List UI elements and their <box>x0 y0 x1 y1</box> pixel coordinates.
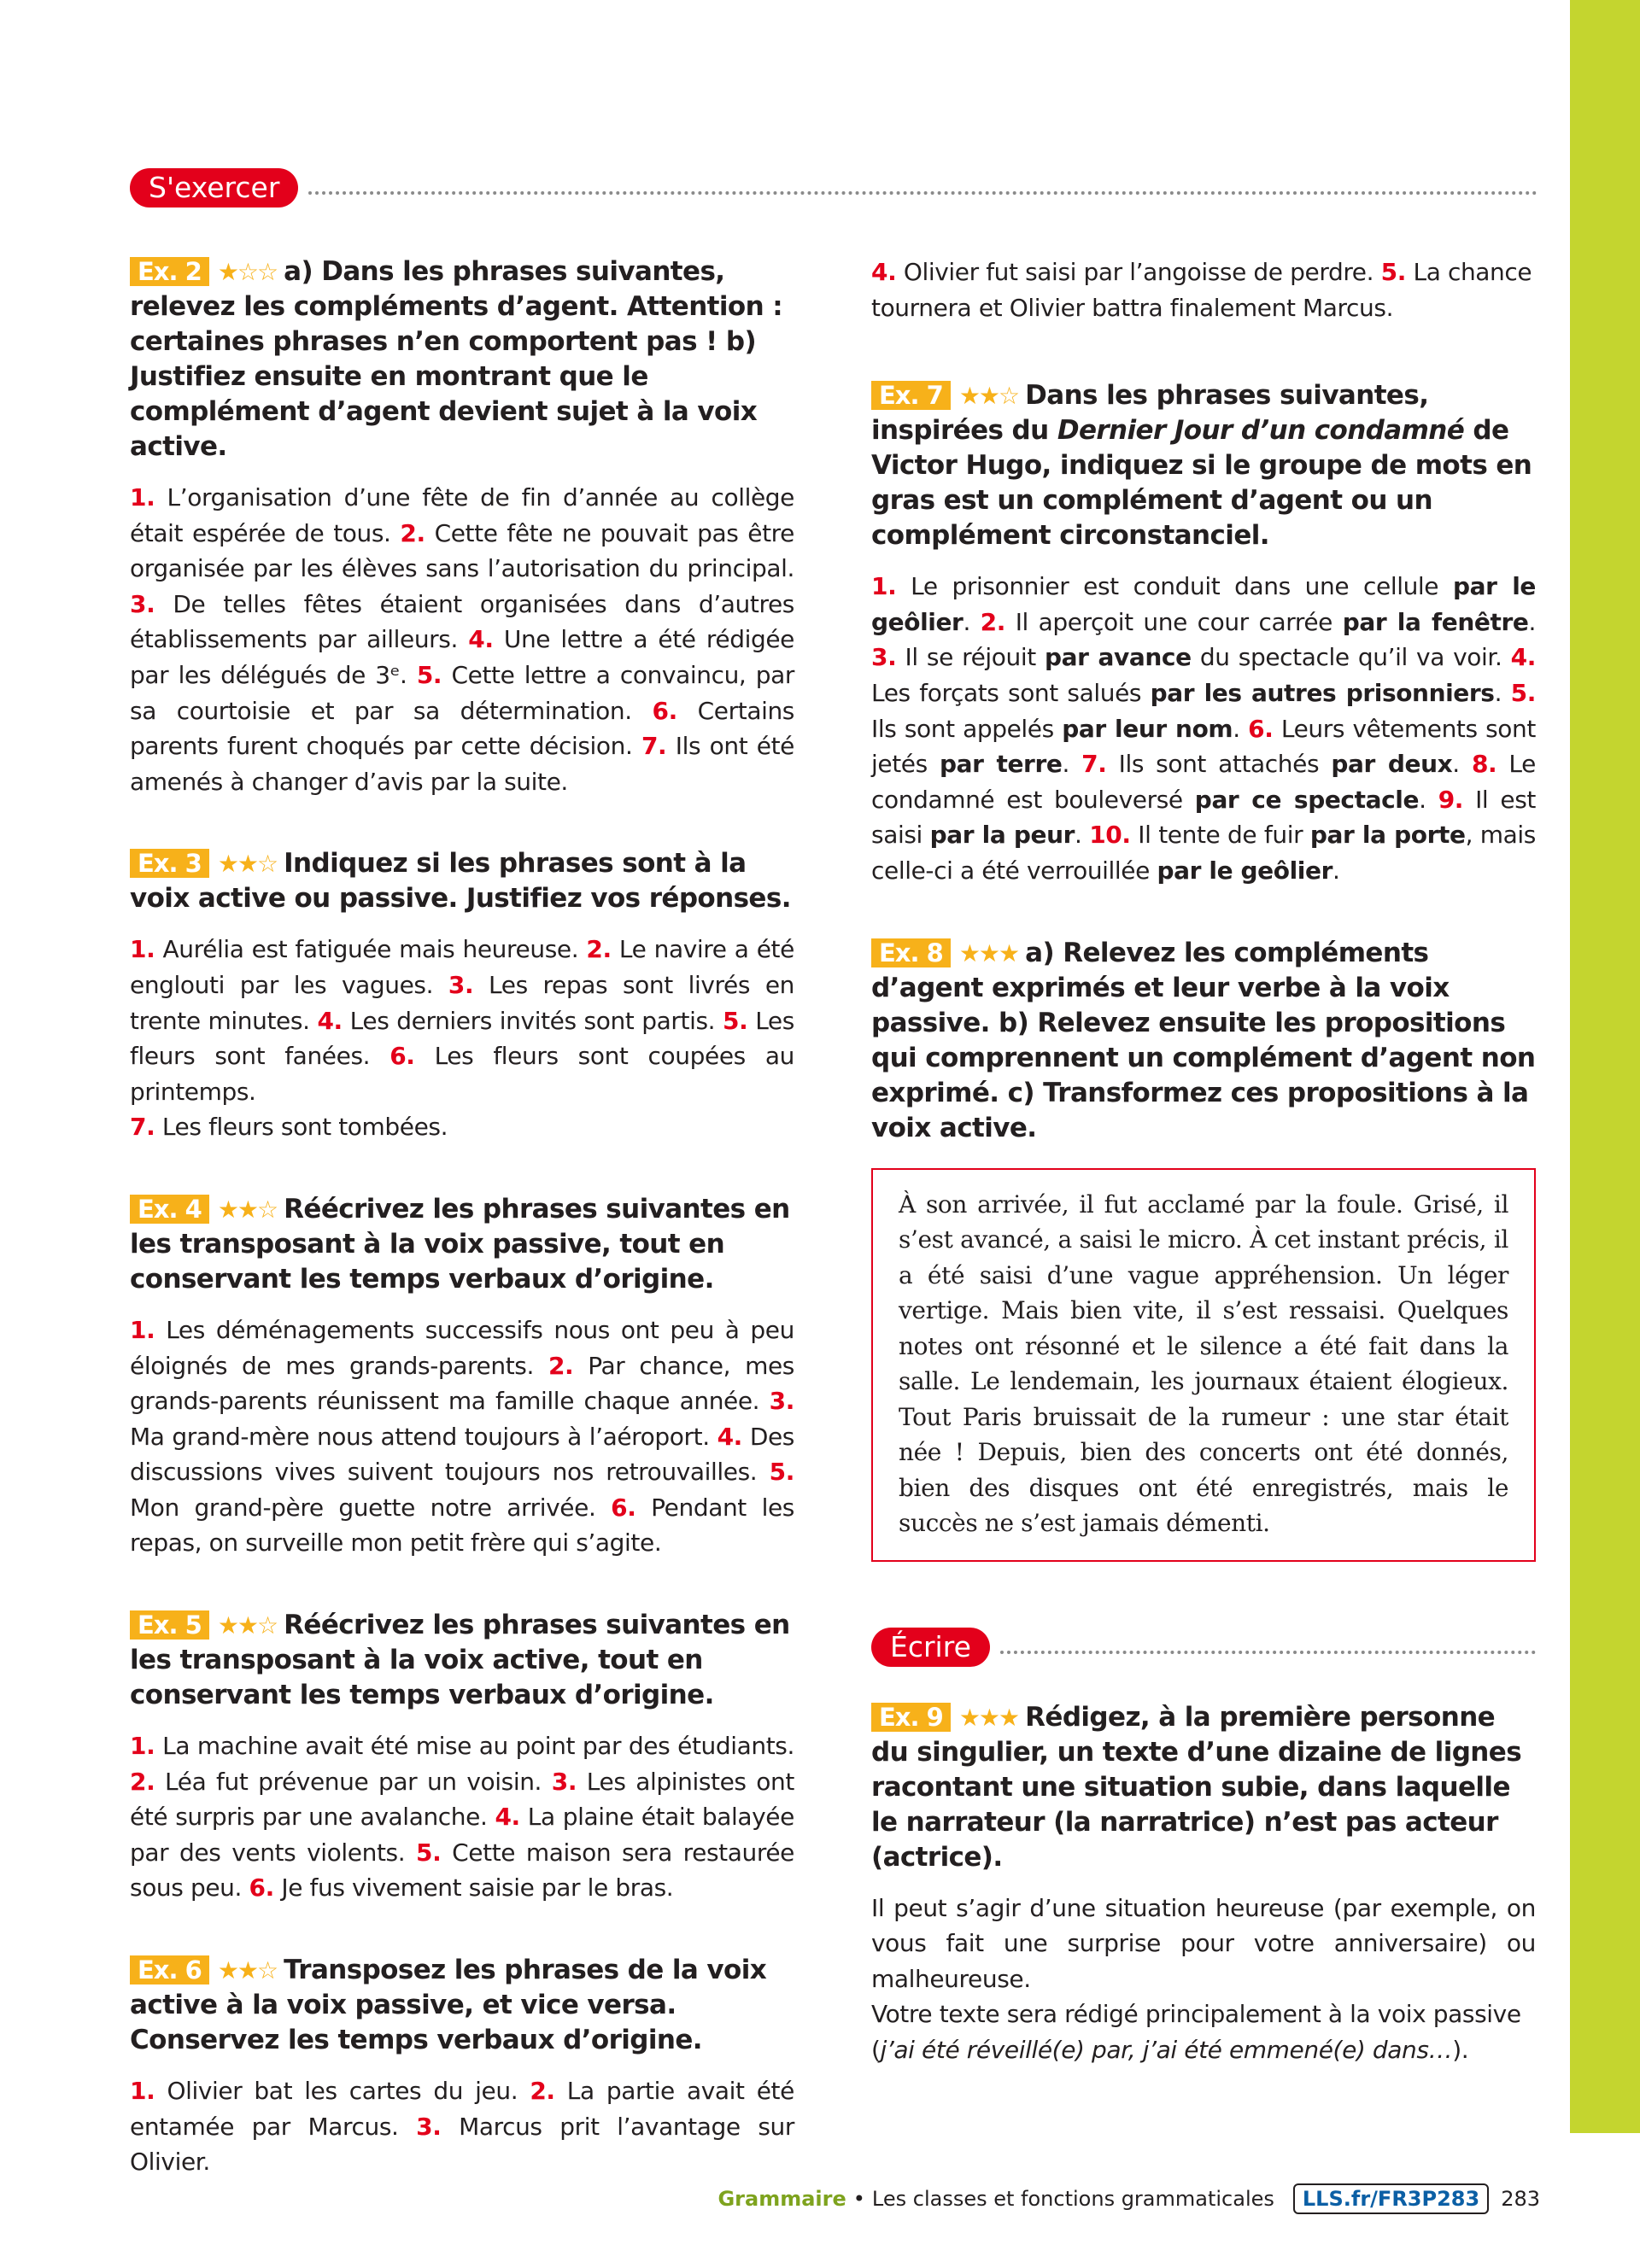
exercise-2-tag: Ex. 2 <box>130 257 209 286</box>
difficulty-stars-icon: ★★★ <box>958 938 1019 967</box>
bold-phrase: par ce spectacle <box>1194 785 1420 814</box>
item-text: . <box>1075 821 1082 850</box>
item-text: . <box>1419 785 1426 814</box>
exercise-2-instruction: a) Dans les phrases suivantes, relevez les compléments d’agent. Attention : certaines phrases n’en comportent pas ! b) Justifiez ensuite en montrant que le complément d’agent devient sujet à la voix active. <box>130 256 783 462</box>
item-number: 6. <box>1248 714 1274 743</box>
footer-category: Grammaire <box>718 2187 846 2211</box>
item-text: ). <box>1452 2035 1469 2064</box>
item-number: 10. <box>1089 821 1131 850</box>
exercise-9-paragraph-1: Il peut s’agir d’une situation heureuse (par exemple, on vous fait une surprise pour votre anniversaire) ou malheureuse. <box>871 1893 1536 1993</box>
right-column <box>871 254 1536 2115</box>
exercise-2 <box>130 254 794 799</box>
item-text: Certains parents furent choqués par cette décision. <box>130 696 794 761</box>
exercise-4 <box>130 1192 794 1561</box>
item-number: 2. <box>586 935 612 964</box>
item-text: Olivier fut saisi par l’angoisse de perdre. <box>903 258 1374 286</box>
section-title-exercer: S'exercer <box>130 168 298 208</box>
exercise-9-paragraph-2 <box>871 1996 1536 2067</box>
difficulty-stars-icon: ★★☆ <box>217 1195 278 1224</box>
item-text: Ils ont été amenés à changer d’avis par la suite. <box>130 732 794 796</box>
book-title: Dernier Jour d’un condamné <box>1057 415 1465 447</box>
item-text: . <box>1233 714 1240 743</box>
difficulty-stars-icon: ★★☆ <box>217 1956 278 1985</box>
item-number: 1. <box>130 1315 155 1344</box>
item-text: Les fleurs sont fanées. <box>130 1006 794 1071</box>
exercise-5 <box>130 1608 794 1906</box>
item-number: 6. <box>390 1042 415 1071</box>
example-italic: j’ai été réveillé(e) par, j’ai été emmené(e) dans… <box>880 2035 1453 2064</box>
exercise-9 <box>871 1700 1536 2068</box>
item-text: L’organisation d’une fête de fin d’année au collège était espérée de tous. <box>130 483 794 547</box>
dotted-rule <box>308 191 1538 195</box>
excerpt-text: À son arrivée, il fut acclamé par la foule. Grisé, il s’est avancé, a saisi le micro. À cet instant précis, il a été saisi d’une vague appréhension. Un léger vertige. Mais bien vite, il s’est ressaisi. Quelques notes ont résonné et le silence a été fait dans la salle. Le lendemain, les journaux étaient élogieux. Tout Paris bruissait de la rumeur : une star était née ! Depuis, bien des concerts ont été donnés, bien des disques ont été enregistrés, mais le succès ne s’est jamais démenti. <box>899 1190 1508 1538</box>
exercise-6-instruction: Transposez les phrases de la voix active à la voix passive, et vice versa. Conservez les temps verbaux d’origine. <box>130 1955 767 2056</box>
page-footer <box>718 2182 1540 2216</box>
item-number: 6. <box>249 1873 274 1903</box>
left-column <box>130 254 794 2227</box>
exercise-4-tag: Ex. 4 <box>130 1195 209 1224</box>
exercise-8-tag: Ex. 8 <box>871 938 951 967</box>
exercise-7-instruction-b: de Victor Hugo, indiquez si le groupe de mots en gras est un complément d’agent ou un complément circonstanciel. <box>871 415 1532 552</box>
item-number: 5. <box>723 1006 748 1035</box>
footer-chapter: Les classes et fonctions grammaticales <box>871 2187 1274 2211</box>
item-number: 5. <box>1510 678 1536 707</box>
item-text: Il est saisi <box>871 785 1536 850</box>
exercise-5-body <box>130 1728 794 1906</box>
exercise-9-tag: Ex. 9 <box>871 1703 951 1732</box>
exercise-7-tag: Ex. 7 <box>871 381 951 410</box>
exercise-4-body <box>130 1312 794 1561</box>
item-text: Les fleurs sont coupées au printemps. <box>130 1042 794 1106</box>
item-number: 3. <box>130 589 155 618</box>
exercise-9-heading <box>871 1700 1536 1875</box>
item-text: Ma grand-mère nous attend toujours à l’aéroport. <box>130 1422 710 1451</box>
item-number: 6. <box>652 696 677 725</box>
exercise-3-body <box>130 932 794 1145</box>
item-text: Par chance, mes grands-parents réunissent ma famille chaque année. <box>130 1351 794 1416</box>
item-text: Mon grand-père guette notre arrivée. <box>130 1493 596 1522</box>
item-text: Olivier bat les cartes du jeu. <box>167 2077 518 2106</box>
dotted-rule <box>1000 1651 1536 1654</box>
item-text: du spectacle qu’il va voir. <box>1199 643 1502 672</box>
item-text: Le prisonnier est conduit dans une cellule <box>911 572 1439 601</box>
exercise-9-instruction: Rédigez, à la première personne du singulier, un texte d’une dizaine de lignes racontant une situation subie, dans laquelle le narrateur (la narratrice) n’est pas acteur (actrice). <box>871 1701 1522 1873</box>
exercise-6 <box>130 1953 794 2180</box>
exercise-7-instruction-a: Dans les phrases suivantes, inspirées du <box>871 380 1429 447</box>
item-number: 7. <box>130 1113 155 1142</box>
bold-phrase: par la porte <box>1309 821 1466 850</box>
item-number: 4. <box>871 258 897 286</box>
item-text: La plaine était balayée par des vents violents. <box>130 1803 794 1867</box>
item-number: 3. <box>551 1767 577 1796</box>
item-number: 1. <box>871 572 897 601</box>
bold-phrase: par la fenêtre <box>1342 607 1529 636</box>
footer-separator: • <box>852 2187 865 2211</box>
item-text: Les forçats sont salués <box>871 678 1142 707</box>
item-text: Le navire a été englouti par les vagues. <box>130 935 794 999</box>
item-text: Il se réjouit <box>905 643 1036 672</box>
exercise-6-heading <box>130 1953 794 2058</box>
difficulty-stars-icon: ★☆☆ <box>217 258 278 286</box>
item-number: 7. <box>1081 750 1107 779</box>
item-text: Cette fête ne pouvait pas être organisée par les élèves sans l’autorisation du principal. <box>130 518 794 583</box>
item-number: 3. <box>871 643 897 672</box>
item-text: Cette lettre a convaincu, par sa courtoisie et par sa détermination. <box>130 660 794 725</box>
exercise-7-heading <box>871 378 1536 553</box>
item-text: . <box>1494 678 1502 707</box>
item-number: 1. <box>130 1732 155 1761</box>
item-text: La partie avait été entamée par Marcus. <box>130 2077 794 2141</box>
item-text: Des discussions vives suivent toujours nos retrouvailles. <box>130 1422 794 1487</box>
item-text: Il aperçoit une cour carrée <box>1015 607 1332 636</box>
section-title-ecrire: Écrire <box>871 1628 990 1667</box>
item-number: 4. <box>1510 643 1536 672</box>
item-text: . <box>1452 750 1460 779</box>
section-header-exercer <box>130 167 1538 208</box>
item-number: 1. <box>130 483 155 511</box>
bold-phrase: par le geôlier <box>1157 856 1332 885</box>
item-text: . <box>1332 856 1340 885</box>
exercise-8-instruction: a) Relevez les compléments d’agent exprimés et leur verbe à la voix passive. b) Relevez ensuite les propositions qui comprennent un complément d’agent non exprimé. c) Transformez ces propositions à la voix active. <box>871 937 1536 1143</box>
exercise-6-tag: Ex. 6 <box>130 1955 209 1984</box>
exercise-6-continued <box>871 254 1536 325</box>
bold-phrase: par la peur <box>929 821 1075 850</box>
item-text: , mais celle-ci a été verrouillée <box>871 821 1536 885</box>
item-text: La machine avait été mise au point par des étudiants. <box>162 1732 794 1761</box>
item-text: Les déménagements successifs nous ont peu à peu éloignés de mes grands-parents. <box>130 1315 794 1380</box>
item-text: Pendant les repas, on surveille mon petit frère qui s’agite. <box>130 1493 794 1558</box>
footer-resource-link[interactable]: LLS.fr/FR3P283 <box>1293 2183 1489 2214</box>
item-text: Je fus vivement saisie par le bras. <box>281 1873 674 1903</box>
item-number: 9. <box>1438 785 1464 814</box>
item-text: Votre texte sera rédigé principalement à la voix passive ( <box>871 2000 1521 2064</box>
item-number: 5. <box>1380 258 1406 286</box>
item-number: 5. <box>416 660 442 689</box>
item-number: 2. <box>980 607 1005 636</box>
text-excerpt-box <box>871 1168 1536 1562</box>
item-number: 3. <box>769 1387 794 1416</box>
item-number: 8. <box>1471 750 1497 779</box>
item-text: La chance tournera et Olivier battra finalement Marcus. <box>871 258 1532 322</box>
item-number: 2. <box>548 1351 574 1380</box>
bold-phrase: par deux <box>1331 750 1453 779</box>
item-text: Le condamné est bouleversé <box>871 750 1536 814</box>
item-text: Les repas sont livrés en trente minutes. <box>130 970 795 1035</box>
exercise-6-body-part2 <box>871 254 1536 325</box>
exercise-5-instruction: Réécrivez les phrases suivantes en les transposant à la voix active, tout en conservant les temps verbaux d’origine. <box>130 1610 790 1711</box>
exercise-7 <box>871 378 1536 888</box>
difficulty-stars-icon: ★★☆ <box>217 1611 278 1640</box>
exercise-3-instruction: Indiquez si les phrases sont à la voix active ou passive. Justifiez vos réponses. <box>130 848 791 915</box>
page-number: 283 <box>1501 2187 1540 2211</box>
item-text: Leurs vêtements sont jetés <box>871 714 1536 779</box>
item-number: 5. <box>416 1838 442 1867</box>
item-number: 4. <box>495 1803 520 1832</box>
exercise-2-heading <box>130 254 794 465</box>
exercise-5-tag: Ex. 5 <box>130 1610 209 1640</box>
difficulty-stars-icon: ★★☆ <box>217 850 278 879</box>
exercise-9-body <box>871 1891 1536 2068</box>
section-header-ecrire <box>871 1627 1536 1668</box>
item-text: Les derniers invités sont partis. <box>349 1006 716 1035</box>
exercise-6-body-part1 <box>130 2073 794 2180</box>
item-number: 2. <box>400 518 425 547</box>
item-text: Marcus prit l’avantage sur Olivier. <box>130 2112 794 2177</box>
bold-phrase: par le geôlier <box>871 572 1536 636</box>
item-text: Aurélia est fatiguée mais heureuse. <box>162 935 579 964</box>
item-text: Ils sont attachés <box>1118 750 1320 779</box>
item-number: 1. <box>130 2077 155 2106</box>
item-text: Les alpinistes ont été surpris par une avalanche. <box>130 1767 794 1832</box>
difficulty-stars-icon: ★★☆ <box>958 382 1019 411</box>
item-number: 4. <box>468 625 494 654</box>
exercise-8 <box>871 936 1536 1562</box>
item-text: De telles fêtes étaient organisées dans d’autres établissements par ailleurs. <box>130 589 794 654</box>
item-text: . <box>963 607 970 636</box>
item-text: . <box>1528 607 1536 636</box>
item-number: 6. <box>611 1493 636 1522</box>
exercise-3-heading <box>130 846 794 916</box>
item-number: 3. <box>416 2112 442 2141</box>
item-number: 4. <box>717 1422 742 1451</box>
item-text: Les fleurs sont tombées. <box>161 1113 448 1142</box>
exercise-4-instruction: Réécrivez les phrases suivantes en les transposant à la voix passive, tout en conservant les temps verbaux d’origine. <box>130 1193 790 1295</box>
item-number: 1. <box>130 935 155 964</box>
item-number: 5. <box>769 1458 794 1487</box>
item-text: Une lettre a été rédigée par les délégués de 3ᵉ. <box>130 625 794 689</box>
exercise-4-heading <box>130 1192 794 1297</box>
difficulty-stars-icon: ★★★ <box>958 1703 1019 1732</box>
bold-phrase: par leur nom <box>1062 714 1233 743</box>
bold-phrase: par terre <box>939 750 1063 779</box>
item-number: 4. <box>317 1006 343 1035</box>
item-text: Ils sont appelés <box>871 714 1054 743</box>
item-text: . <box>1062 750 1069 779</box>
item-number: 3. <box>448 970 474 999</box>
bold-phrase: par les autres prisonniers <box>1150 678 1495 707</box>
item-text: Il tente de fuir <box>1138 821 1303 850</box>
item-number: 2. <box>530 2077 555 2106</box>
item-text: Léa fut prévenue par un voisin. <box>165 1767 542 1796</box>
bold-phrase: par avance <box>1045 643 1192 672</box>
item-number: 7. <box>641 732 667 761</box>
side-color-band <box>1570 0 1640 2133</box>
item-number: 2. <box>130 1767 155 1796</box>
exercise-5-heading <box>130 1608 794 1713</box>
exercise-8-heading <box>871 936 1536 1146</box>
item-text: Cette maison sera restaurée sous peu. <box>130 1838 794 1903</box>
exercise-3-tag: Ex. 3 <box>130 849 209 878</box>
exercise-2-body <box>130 480 794 799</box>
exercise-7-body <box>871 569 1536 888</box>
exercise-3 <box>130 846 794 1145</box>
